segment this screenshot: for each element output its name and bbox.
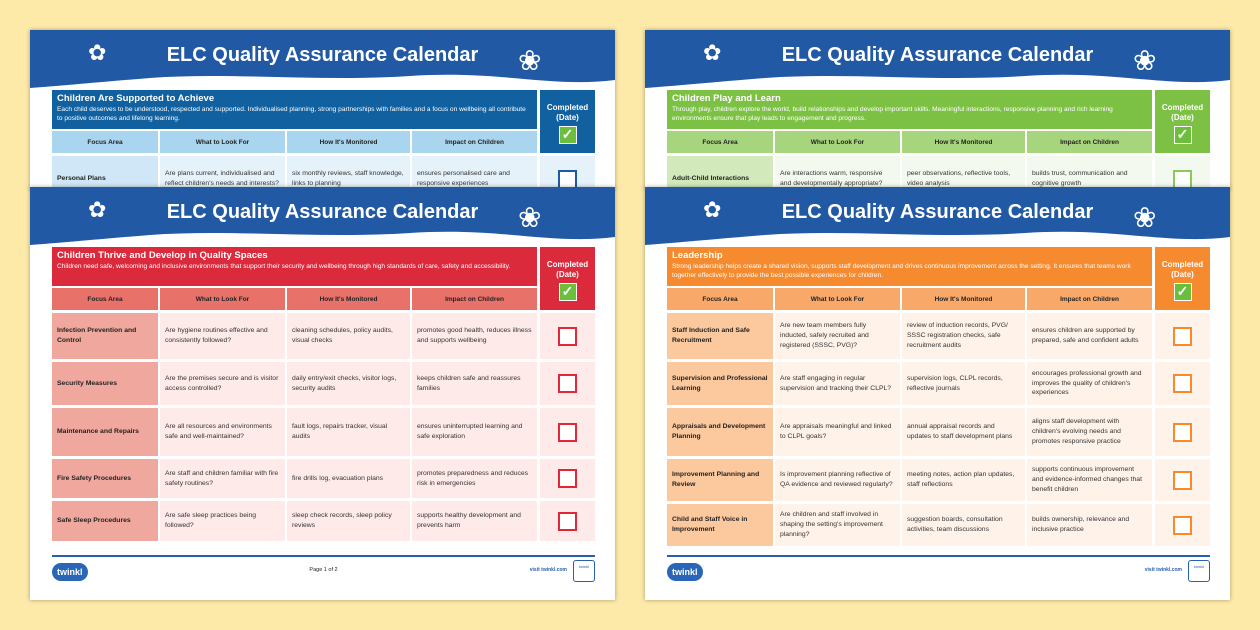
what-to-look-for: Are hygiene routines effective and consistently followed? (160, 313, 285, 359)
flower-icon: ❀ (1133, 45, 1157, 76)
checkmark-icon: ✓ (559, 283, 577, 301)
impact-on-children: promotes preparedness and reduces risk in emergencies (412, 459, 537, 498)
section-title: Children Play and Learn (672, 93, 781, 104)
table-row (667, 362, 1210, 405)
page-header (645, 30, 1230, 92)
twinkl-logo[interactable]: twinkl (52, 563, 88, 581)
what-to-look-for: Are the premises secure and is visitor access controlled? (160, 362, 285, 405)
table-row (52, 156, 595, 190)
page-footer (52, 555, 595, 577)
focus-area: Supervision and Professional Learning (667, 362, 773, 405)
what-to-look-for: Are all resources and environments safe and well-maintained? (160, 408, 285, 456)
how-monitored: cleaning schedules, policy audits, visual checks (287, 313, 410, 359)
column-header: What to Look For (160, 288, 285, 310)
impact-on-children: keeps children safe and reassures families (412, 362, 537, 405)
what-to-look-for: Are plans current, individualised and reflect children's needs and interests? (160, 156, 285, 190)
focus-area: Infection Prevention and Control (52, 313, 158, 359)
table-row (52, 362, 595, 405)
what-to-look-for: Are new team members fully inducted, safely recruited and registered (SSSC, PVG)? (775, 313, 900, 359)
page-header (30, 30, 615, 92)
how-monitored: six monthly reviews, staff knowledge, links to planning (287, 156, 410, 190)
focus-area: Staff Induction and Safe Recruitment (667, 313, 773, 359)
how-monitored: sleep check records, sleep policy reviews (287, 501, 410, 541)
how-monitored: supervision logs, CLPL records, reflective journals (902, 362, 1025, 405)
section-description: Strong leadership helps create a shared vision, supports staff development and drives continuous improvement across the setting. It ensures that teams work together effectively to provide the best possible experiences for children. (672, 263, 1131, 279)
how-monitored: fire drills log, evacuation plans (287, 459, 410, 498)
column-header: How It's Monitored (287, 288, 410, 310)
visit-link[interactable]: visit twinkl.com (529, 567, 567, 573)
table-row (667, 459, 1210, 501)
table-row (667, 156, 1210, 190)
how-monitored: meeting notes, action plan updates, staff reflections (902, 459, 1025, 501)
completed-checkbox[interactable] (1173, 374, 1192, 393)
focus-area: Appraisals and Development Planning (667, 408, 773, 456)
impact-on-children: aligns staff development with children's evolving needs and promotes responsive practice (1027, 408, 1152, 456)
completed-checkbox[interactable] (558, 423, 577, 442)
completed-header (1155, 247, 1210, 310)
section-header (667, 90, 1152, 129)
page-thrive (30, 187, 615, 600)
flower-icon: ❀ (1133, 202, 1157, 233)
section-title: Children Thrive and Develop in Quality Spaces (57, 250, 268, 261)
section-description: Children need safe, welcoming and inclusive environments that support their security and wellbeing through high standards of care, safety and accessibility. (57, 263, 511, 270)
focus-area: Adult-Child Interactions (667, 156, 773, 190)
focus-area: Personal Plans (52, 156, 158, 190)
how-monitored: suggestion boards, consultation activities, team discussions (902, 504, 1025, 546)
page-header (30, 187, 615, 249)
impact-on-children: ensures children are supported by prepared, safe and confident adults (1027, 313, 1152, 359)
page-leadership (645, 187, 1230, 600)
what-to-look-for: Are appraisals meaningful and linked to CLPL goals? (775, 408, 900, 456)
section-header (667, 247, 1152, 286)
column-header: Impact on Children (1027, 288, 1152, 310)
section-header (52, 90, 537, 129)
column-header: Impact on Children (412, 288, 537, 310)
column-header: What to Look For (160, 131, 285, 153)
column-header: Focus Area (667, 288, 773, 310)
section-title: Children Are Supported to Achieve (57, 93, 215, 104)
checkmark-icon: ✓ (1174, 126, 1192, 144)
focus-area: Maintenance and Repairs (52, 408, 158, 456)
table-row (52, 501, 595, 541)
impact-on-children: supports continuous improvement and evidence-informed changes that benefit children (1027, 459, 1152, 501)
completed-header (1155, 90, 1210, 153)
focus-area: Child and Staff Voice in Improvement (667, 504, 773, 546)
what-to-look-for: Are staff and children familiar with fire safety routines? (160, 459, 285, 498)
completed-checkbox[interactable] (1173, 471, 1192, 490)
quality-badge-icon: twinkl (1188, 560, 1210, 582)
column-header: Focus Area (52, 131, 158, 153)
table-row (667, 313, 1210, 359)
completed-checkbox[interactable] (1173, 423, 1192, 442)
completed-checkbox[interactable] (558, 469, 577, 488)
what-to-look-for: Are children and staff involved in shaping the setting's improvement planning? (775, 504, 900, 546)
section-title: Leadership (672, 250, 723, 261)
completed-checkbox[interactable] (1173, 327, 1192, 346)
page-footer (667, 555, 1210, 577)
focus-area: Safe Sleep Procedures (52, 501, 158, 541)
checkmark-icon: ✓ (1174, 283, 1192, 301)
table-row (667, 504, 1210, 546)
column-header: Impact on Children (1027, 131, 1152, 153)
visit-link[interactable]: visit twinkl.com (1144, 567, 1182, 573)
completed-checkbox[interactable] (1173, 170, 1192, 189)
impact-on-children: promotes good health, reduces illness and supports wellbeing (412, 313, 537, 359)
flower-icon: ❀ (518, 45, 542, 76)
checkmark-icon: ✓ (559, 126, 577, 144)
completed-label: Completed (Date) (546, 260, 589, 279)
column-header: How It's Monitored (287, 131, 410, 153)
flower-icon: ✿ (88, 40, 107, 65)
completed-checkbox[interactable] (1173, 516, 1192, 535)
how-monitored: peer observations, reflective tools, video analysis (902, 156, 1025, 190)
how-monitored: fault logs, repairs tracker, visual audits (287, 408, 410, 456)
column-header: Focus Area (667, 131, 773, 153)
column-header: How It's Monitored (902, 131, 1025, 153)
section-description: Through play, children explore the world, build relationships and develop important skills. Meaningful interactions, responsive planning and rich learning environments ensure that play leads to engagement and progress. (672, 106, 1113, 122)
impact-on-children: supports healthy development and prevents harm (412, 501, 537, 541)
page-title: ELC Quality Assurance Calendar (166, 44, 479, 66)
focus-area: Fire Safety Procedures (52, 459, 158, 498)
page-header (645, 187, 1230, 249)
page-number: Page 1 of 2 (309, 567, 338, 573)
what-to-look-for: Are safe sleep practices being followed? (160, 501, 285, 541)
column-header: What to Look For (775, 288, 900, 310)
completed-checkbox[interactable] (558, 170, 577, 189)
quality-badge-icon: twinkl (573, 560, 595, 582)
how-monitored: daily entry/exit checks, visitor logs, security audits (287, 362, 410, 405)
impact-on-children: encourages professional growth and improves the quality of children's experiences (1027, 362, 1152, 405)
focus-area: Improvement Planning and Review (667, 459, 773, 501)
page-play (645, 30, 1230, 190)
how-monitored: annual appraisal records and updates to staff development plans (902, 408, 1025, 456)
flower-icon: ✿ (703, 197, 722, 222)
completed-checkbox[interactable] (558, 327, 577, 346)
completed-label: Completed (Date) (1161, 103, 1204, 122)
impact-on-children: builds trust, communication and cognitive growth (1027, 156, 1152, 190)
focus-area: Security Measures (52, 362, 158, 405)
completed-checkbox[interactable] (558, 512, 577, 531)
column-header: How It's Monitored (902, 288, 1025, 310)
what-to-look-for: Is improvement planning reflective of QA evidence and reviewed regularly? (775, 459, 900, 501)
table-row (667, 408, 1210, 456)
impact-on-children: ensures personalised care and responsive experiences (412, 156, 537, 190)
completed-checkbox[interactable] (558, 374, 577, 393)
how-monitored: review of induction records, PVG/ SSSC registration checks, safe recruitment audits (902, 313, 1025, 359)
twinkl-logo[interactable]: twinkl (667, 563, 703, 581)
table-row (52, 313, 595, 359)
flower-icon: ✿ (703, 40, 722, 65)
completed-header (540, 90, 595, 153)
section-header (52, 247, 537, 286)
impact-on-children: builds ownership, relevance and inclusive practice (1027, 504, 1152, 546)
section-description: Each child deserves to be understood, respected and supported. Individualised planning, strong partnerships with families and a focus on wellbeing all contribute to positive outcomes and lifelong learning. (57, 106, 526, 122)
what-to-look-for: Are interactions warm, responsive and developmentally appropriate? (775, 156, 900, 190)
page-title: ELC Quality Assurance Calendar (781, 44, 1094, 66)
column-header: Focus Area (52, 288, 158, 310)
completed-label: Completed (Date) (1161, 260, 1204, 279)
page-title: ELC Quality Assurance Calendar (166, 201, 479, 223)
page-achieve (30, 30, 615, 190)
table-row (52, 408, 595, 456)
table-row (52, 459, 595, 498)
column-header: Impact on Children (412, 131, 537, 153)
flower-icon: ❀ (518, 202, 542, 233)
completed-label: Completed (Date) (546, 103, 589, 122)
what-to-look-for: Are staff engaging in regular supervision and tracking their CLPL? (775, 362, 900, 405)
column-header: What to Look For (775, 131, 900, 153)
flower-icon: ✿ (88, 197, 107, 222)
page-title: ELC Quality Assurance Calendar (781, 201, 1094, 223)
completed-header (540, 247, 595, 310)
impact-on-children: ensures uninterrupted learning and safe exploration (412, 408, 537, 456)
